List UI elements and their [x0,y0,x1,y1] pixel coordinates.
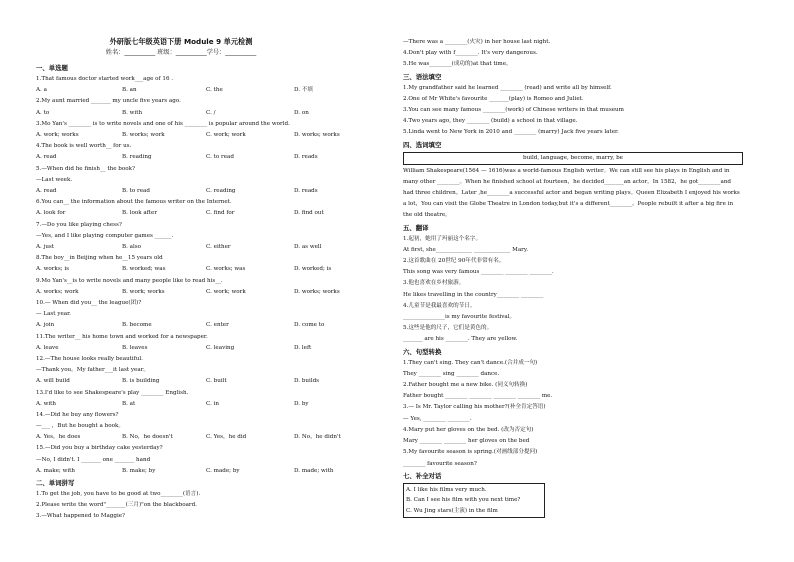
section-heading-word-choice: 四、选词填空 [403,140,442,149]
translation-line: 4.儿童节是我最喜欢的节日。 [403,302,476,309]
answer-option: D. worked; is [294,266,332,273]
answer-options-row [36,399,326,410]
spelling-item: 4.Don't play with f________. It's very dangerous. [403,50,538,57]
grammar-item: 3.You can see many famous ________(work) of Chinese writers in that museum [403,107,624,114]
answer-option: A. make; with [36,467,76,474]
question-dialogue-line: —No, I didn't. I _______ one _______ hand [36,456,151,463]
transformation-line: — Yes, ________ ________. [403,415,472,422]
answer-option: D. on [294,109,309,116]
answer-option: C. to read [206,154,234,161]
answer-option: B. works; work [122,131,165,138]
answer-options-row [36,466,334,477]
answer-options-row [36,343,326,354]
answer-option: D. No，he didn't [294,434,341,441]
section-heading-translation: 五、翻译 [403,223,429,232]
answer-option: B. to read [122,187,150,194]
question-dialogue-line: — Last year. [36,311,71,318]
answer-option: D. reads [294,154,318,161]
spelling-item: 1.To get the job, you have to be good at two________(语言). [36,491,201,498]
student-info-line: 姓名：__________ 班级：__________学号：__________ [105,49,257,56]
question-dialogue-line: —Yes, and I like playing computer games ______. [36,232,174,239]
answer-option: B. make; by [122,467,156,474]
grammar-item: 4.Two years ago, they ________ (build) a school in that village. [403,118,578,125]
question-stem: 11.The writer__ his home town and worked for a newspaper. [36,333,208,340]
answer-option: C. made; by [206,467,240,474]
answer-option: A. leave [36,344,59,351]
answer-option: A. Yes，he does [36,434,81,441]
single-choice-list [36,74,341,477]
translation-line: _______ are his ________. They are yellow. [403,336,518,343]
answer-options-row [36,152,326,163]
answer-option: B. look after [122,210,157,217]
question-stem: 2.My aunt married _______ my uncle five years ago. [36,98,181,105]
question-stem: 8.The boy__in Beijing when he__15 years old [36,255,163,262]
transformation-line: 3.— Is Mr. Taylor calling his mother?(补全肯定答语) [403,404,546,411]
answer-option: A. look for [36,210,66,217]
answer-option: C. / [206,109,216,116]
answer-option: A. read [36,187,57,194]
answer-option: C. work; work [206,288,246,295]
transformation-line: 2.Father bought me a new bike. (同义句转换) [403,382,528,389]
answer-option: B. become [122,322,152,329]
translation-line: 3.他也喜欢在乡村旅游。 [403,280,465,287]
translation-line: 1.起初，她用了玛丽这个名字。 [403,235,482,242]
answer-option: C. in [206,400,220,407]
question-stem: 10.— When did you__ the league(团)? [36,299,142,306]
answer-options-row [36,264,332,275]
answer-options-row [36,376,326,387]
transformation-line: ________ favourite season? [403,460,477,467]
question-dialogue-line: —Last week. [36,176,73,183]
translation-line: 2.这首歌曲在 20世纪 90年代非常有名。 [403,258,505,265]
answer-option: C. find for [206,210,235,217]
question-stem: 5.—When did he finish__ the book? [36,165,136,172]
answer-option: B. leaves [122,344,148,351]
transformation-line: 1.They can't sing. They can't dance.(合并成一句) [403,359,538,366]
section-heading-transformation: 六、句型转换 [403,347,442,356]
grammar-item: 1.My grandfather said he learned ________ (read) and write all by himself. [403,84,612,91]
word-choice-passage: William Shakespeare(1564 — 1616)was a world-famous English writer。We can still see his plays in English and in many other ________。When he finished school at fourteen，he decided_______an actor。In 1582，he got________and had three children。Later ,he________a successful actor and began writing plays。Queen Elizabeth Ⅰ enjoyed his works a lot，You can visit the Globe Theatre in London today,but it's a different________。People rebuilt it after a big fire in the old theatre。 [403,167,740,219]
section-heading-single-choice: 一、单选题 [36,64,68,72]
answer-option: D. find out [294,210,324,217]
spelling-item: 5.He was________(成功的)at that time。 [403,61,512,68]
word-bank-box: build, language, become, marry, be [403,152,743,165]
dialogue-option: B. Can I see his film with you next time? [406,497,521,504]
answer-options-row [36,242,326,253]
answer-options-row [36,108,326,119]
answer-option: A. will build [36,378,70,385]
answer-option: D. works; works [294,131,340,138]
spelling-item: 2.Please write the word"_______(三月)"on the blackboard. [36,502,197,509]
section-heading-spelling: 二、单词拼写 [36,479,75,488]
question-stem: 6.You can__ the information about the famous writer on the Internet. [36,199,232,206]
answer-option: B. an [122,87,137,94]
answer-option: B. with [122,109,143,116]
answer-option: B. worked; was [122,266,166,273]
answer-option: B. at [122,400,136,407]
answer-option: C. enter [206,322,229,329]
right-column [403,37,743,518]
question-stem: 12.—The house looks really beautiful. [36,355,143,362]
answer-option: C. works; was [206,266,246,273]
answer-option: A. works; is [36,266,70,273]
answer-option: D. as well [294,243,322,250]
answer-option: A. a [36,87,47,94]
answer-option: C. built [206,378,227,385]
grammar-item: 5.Linda went to New York in 2010 and ________ (marry) Jack five years later. [403,129,619,136]
page-title: 外研版七年级英语下册 Module 9 单元检测 [109,37,253,46]
transformation-line: They ________ sing ________ dance. [403,370,500,377]
answer-option: D. by [294,400,309,407]
answer-option: D. builds [294,378,320,385]
answer-option: C. leaving [206,344,235,351]
transformation-line: 4.Mary put her gloves on the bed. (改为否定句) [403,426,534,433]
answer-option: A. to [36,109,50,116]
question-dialogue-line: —Thank you。My father___it last year。 [36,367,149,374]
section-heading-dialogue: 七、补全对话 [403,471,442,480]
answer-option: A. join [36,322,55,329]
answer-option: A. work; works [36,131,79,138]
question-stem: 13.I'd like to see Shakespeare's play ________ English. [36,389,189,396]
answer-option: A. with [36,400,57,407]
question-stem: 15.—Did you buy a birthday cake yesterday? [36,445,163,452]
question-stem: 9.Mo Yan's__is to write novels and many people like to read his__. [36,277,223,284]
answer-options-row [36,320,326,331]
answer-option: B. is building [122,378,160,385]
answer-option: C. reading [206,187,236,194]
answer-options-row [36,287,340,298]
answer-option: D. made; with [294,467,334,474]
transformation-line: Mary ________ ________ her gloves on the bed [403,438,530,445]
grammar-item: 2.One of Mr White's favourite _______(play) is Romeo and Juliet. [403,95,584,102]
answer-option: D. come to [294,322,325,329]
transformation-line: 5.My favourite season is spring.(对画线部分提问) [403,449,538,456]
answer-option: D. left [294,344,312,351]
answer-options-row [36,208,326,219]
answer-options-row [36,130,340,141]
answer-option: D. 不填 [294,87,314,94]
answer-option: A. read [36,154,57,161]
answer-option: B. work; works [122,288,165,295]
left-column [36,36,341,523]
answer-option: C. work; work [206,131,246,138]
question-stem: 14.—Did he buy any flowers? [36,411,119,418]
section-heading-grammar: 三、语法填空 [403,72,442,81]
answer-option: C. either [206,243,231,250]
dialogue-option: A. I like his films very much. [406,486,487,493]
transformation-line: Father bought ________ ________ ________ ________ me. [403,393,553,400]
translation-line: At first, she_____________ _____________ Mary. [403,246,529,253]
answer-option: B. No，he doesn't [122,434,173,441]
spelling-item: 3.—What happened to Maggie? [36,513,126,520]
answer-options-row [36,85,326,96]
question-stem: 1.That famous doctor started work___age of 16 . [36,76,174,82]
question-dialogue-line: —___ ，But he bought a book。 [36,423,124,430]
question-stem: 3.Mo Yan's ________ is to write novels and one of his ________ is popular around the world. [36,120,290,127]
translation-line: He likes travelling in the country________ ________ [403,291,544,298]
spelling-item: —There was a ________(火灾) in her house last night. [403,39,551,45]
answer-options-row [36,432,341,443]
answer-option: C. Yes，he did [206,434,247,441]
dialogue-option: C. Wu Jing stars(主演) in the film [406,507,498,514]
answer-option: C. the [206,87,223,94]
answer-options-row [36,186,326,197]
answer-option: A. just [36,243,55,250]
translation-line: _______________is my favourite festival。 [403,314,516,321]
answer-option: D. reads [294,187,318,194]
translation-line: This song was very famous ________ ________ ________. [403,269,554,276]
translation-line: 5.这些是他的尺子，它们是黄色的。 [403,325,493,332]
answer-option: A. works; work [36,288,79,295]
question-stem: 7.—Do you like playing chess? [36,221,122,228]
question-stem: 4.The book is well worth__ for us. [36,143,132,150]
answer-option: D. works; works [294,288,340,295]
answer-option: B. reading [122,154,152,161]
answer-option: B. also [122,243,142,250]
dialogue-options-box [403,483,545,518]
